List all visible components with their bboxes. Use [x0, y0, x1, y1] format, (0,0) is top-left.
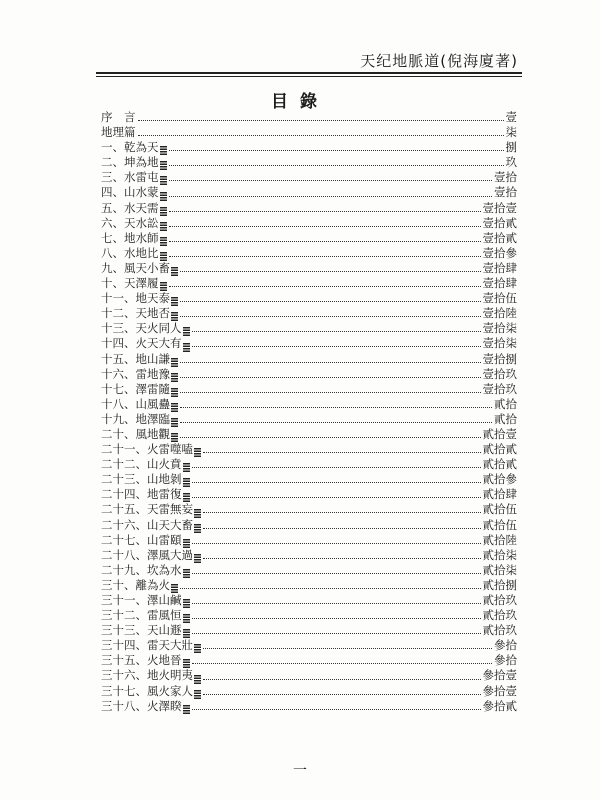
hexagram-icon — [160, 146, 167, 155]
toc-entry-label: 三、水雷屯 — [101, 170, 159, 185]
toc-entry-label: 二十四、地雷復 — [101, 487, 182, 502]
toc-entry-label: 十四、火天大有 — [101, 336, 182, 351]
toc-entry-label: 三十、離為火 — [101, 577, 170, 592]
toc-entry-page: 壹拾柒 — [482, 336, 517, 351]
hexagram-icon — [183, 539, 190, 548]
toc-entry-page: 壹拾伍 — [482, 291, 517, 306]
hexagram-icon — [183, 327, 190, 336]
toc-entry-page: 貳拾參 — [482, 472, 517, 487]
hexagram-icon — [160, 192, 167, 201]
toc-entry[interactable] — [101, 412, 517, 427]
toc-entry[interactable] — [101, 261, 517, 276]
toc-entry[interactable] — [101, 502, 517, 517]
dot-leader — [169, 241, 481, 242]
toc-entry[interactable] — [101, 397, 517, 412]
toc-entry-label: 十、天澤履 — [101, 276, 159, 291]
dot-leader — [180, 377, 481, 378]
toc-entry-page: 參拾壹 — [482, 668, 517, 683]
hexagram-icon — [160, 222, 167, 231]
hexagram-icon — [194, 675, 201, 684]
dot-leader — [180, 301, 481, 302]
toc-entry[interactable] — [101, 231, 517, 246]
hexagram-icon — [171, 312, 178, 321]
toc-entry-page: 壹拾柒 — [482, 321, 517, 336]
toc-entry-label: 三十八、火澤睽 — [101, 698, 182, 713]
hexagram-icon — [160, 237, 167, 246]
hexagram-icon — [160, 252, 167, 261]
toc-entry-label: 十三、天火同人 — [101, 321, 182, 336]
toc-entry-label: 一、乾為天 — [101, 140, 159, 155]
dot-leader — [192, 482, 481, 483]
dot-leader — [169, 196, 493, 197]
toc-entry[interactable] — [101, 548, 517, 563]
toc-entry-page: 貳拾玖 — [482, 608, 517, 623]
toc-entry[interactable] — [101, 185, 517, 200]
toc-entry-page: 壹拾玖 — [482, 366, 517, 381]
toc-entry-page: 參拾 — [494, 653, 517, 668]
toc-entry-page: 貳拾貳 — [482, 457, 517, 472]
header-rule-thin — [96, 76, 522, 77]
toc-entry-label: 二十六、山天大畜 — [101, 517, 193, 532]
toc-entry[interactable] — [101, 291, 517, 306]
dot-leader — [192, 497, 481, 498]
toc-entry-page: 貳拾柒 — [482, 547, 517, 562]
toc-entry-page: 壹拾玖 — [482, 381, 517, 396]
dot-leader — [180, 437, 481, 438]
toc-entry[interactable] — [101, 623, 517, 638]
hexagram-icon — [194, 448, 201, 457]
toc-entry[interactable] — [101, 668, 517, 683]
hexagram-icon — [171, 373, 178, 382]
toc-entry-page: 壹拾肆 — [482, 276, 517, 291]
toc-entry[interactable] — [101, 140, 517, 155]
toc-entry-page: 壹拾貳 — [482, 230, 517, 245]
toc-entry-page: 玖 — [505, 155, 517, 170]
hexagram-icon — [194, 524, 201, 533]
dot-leader — [138, 120, 504, 121]
dot-leader — [169, 256, 481, 257]
toc-entry-label: 地理篇 — [101, 125, 136, 140]
toc-entry-page: 貳拾捌 — [482, 577, 517, 592]
toc-entry-label: 十九、地澤臨 — [101, 411, 170, 426]
toc-entry[interactable] — [101, 427, 517, 442]
toc-entry-page: 貳拾 — [494, 396, 517, 411]
dot-leader — [192, 543, 481, 544]
dot-leader — [192, 467, 481, 468]
dot-leader — [192, 346, 481, 347]
toc-entry-label: 三十一、澤山鹹 — [101, 593, 182, 607]
toc-entry[interactable] — [101, 608, 517, 623]
toc-entry[interactable] — [101, 593, 517, 608]
dot-leader — [203, 512, 481, 513]
toc-entry[interactable] — [101, 457, 517, 472]
hexagram-icon — [183, 463, 190, 472]
hexagram-icon — [171, 297, 178, 306]
toc-entry-label: 三十四、雷天大壯 — [101, 638, 193, 653]
dot-leader — [180, 407, 492, 408]
toc-entry-label: 三十三、天山遯 — [101, 623, 182, 638]
hexagram-icon — [183, 599, 190, 608]
hexagram-icon — [171, 388, 178, 397]
toc-entry[interactable] — [101, 518, 517, 533]
toc-entry[interactable] — [101, 110, 517, 125]
toc-entry[interactable] — [101, 653, 517, 668]
toc-entry[interactable] — [101, 699, 517, 714]
hexagram-icon — [183, 705, 190, 714]
toc-entry-page: 貳拾玖 — [482, 593, 517, 607]
toc-entry-page: 壹拾參 — [482, 245, 517, 260]
toc-entry-label: 二十一、火雷噬嗑 — [101, 442, 193, 457]
toc-entry[interactable] — [101, 246, 517, 261]
toc-entry-page: 壹 — [505, 110, 517, 124]
toc-entry[interactable] — [101, 533, 517, 548]
toc-entry-label: 三十二、雷風恒 — [101, 608, 182, 623]
toc-entry[interactable] — [101, 276, 517, 291]
dot-leader — [192, 709, 481, 710]
toc-entry-label: 二十五、天雷無妄 — [101, 502, 193, 517]
toc-entry-label: 八、水地比 — [101, 245, 159, 260]
toc-entry-label: 二十二、山火賁 — [101, 457, 182, 472]
toc-entry-label: 三十七、風火家人 — [101, 683, 193, 698]
toc-entry-page: 壹拾肆 — [482, 260, 517, 275]
toc-entry-label: 四、山水蒙 — [101, 185, 159, 200]
hexagram-icon — [183, 493, 190, 502]
dot-leader — [180, 588, 481, 589]
toc-entry[interactable] — [101, 155, 517, 170]
toc-entry-label: 十七、澤雷隨 — [101, 381, 170, 396]
hexagram-icon — [183, 629, 190, 638]
toc-list — [101, 110, 517, 714]
toc-entry-page: 捌 — [505, 140, 517, 155]
dot-leader — [192, 573, 481, 574]
toc-entry-page: 柒 — [505, 125, 517, 140]
toc-entry-label: 六、天水訟 — [101, 215, 159, 230]
toc-entry[interactable] — [101, 170, 517, 185]
dot-leader — [192, 331, 481, 332]
toc-entry-page: 壹拾捌 — [482, 351, 517, 366]
toc-entry-label: 五、水天需 — [101, 200, 159, 215]
toc-entry-label: 九、風天小畜 — [101, 260, 170, 275]
toc-entry[interactable] — [101, 216, 517, 231]
hexagram-icon — [183, 478, 190, 487]
page-number: 一 — [293, 763, 307, 779]
toc-entry-page: 參拾貳 — [482, 698, 517, 713]
dot-leader — [169, 150, 504, 151]
toc-entry-page: 貳拾柒 — [482, 562, 517, 577]
toc-title: 目錄 — [271, 92, 329, 112]
hexagram-icon — [183, 343, 190, 352]
toc-entry[interactable] — [101, 336, 517, 351]
hexagram-icon — [160, 282, 167, 291]
toc-entry-page: 貳拾壹 — [482, 426, 517, 441]
toc-entry-label: 十二、天地否 — [101, 306, 170, 321]
dot-leader — [203, 558, 481, 559]
toc-entry-label: 二十九、坎為水 — [101, 562, 182, 577]
toc-entry-label: 二十三、山地剝 — [101, 472, 182, 487]
toc-entry-label: 序 言 — [101, 110, 136, 124]
toc-entry-page: 貳拾肆 — [482, 487, 517, 502]
toc-entry[interactable] — [101, 367, 517, 382]
dot-leader — [169, 211, 481, 212]
toc-entry[interactable] — [101, 306, 517, 321]
toc-entry-page: 參拾壹 — [482, 683, 517, 698]
dot-leader — [169, 180, 493, 181]
dot-leader — [203, 694, 481, 695]
toc-entry-page: 貳拾伍 — [482, 502, 517, 517]
toc-entry[interactable] — [101, 125, 517, 140]
dot-leader — [192, 618, 481, 619]
hexagram-icon — [160, 176, 167, 185]
toc-entry[interactable] — [101, 442, 517, 457]
hexagram-icon — [171, 267, 178, 276]
toc-entry-label: 二、坤為地 — [101, 155, 159, 170]
toc-entry-label: 十五、地山謙 — [101, 351, 170, 366]
toc-entry[interactable] — [101, 578, 517, 593]
toc-entry-page: 貳拾玖 — [482, 623, 517, 638]
toc-entry-label: 七、地水師 — [101, 230, 159, 245]
hexagram-icon — [183, 659, 190, 668]
toc-entry-label: 十一、地天泰 — [101, 291, 170, 306]
toc-entry-label: 二十七、山雷頤 — [101, 532, 182, 547]
dot-leader — [203, 528, 481, 529]
dot-leader — [192, 663, 493, 664]
hexagram-icon — [171, 433, 178, 442]
hexagram-icon — [171, 403, 178, 412]
hexagram-icon — [160, 161, 167, 170]
toc-entry-page: 壹拾 — [494, 170, 517, 185]
toc-entry[interactable] — [101, 472, 517, 487]
toc-entry[interactable] — [101, 321, 517, 336]
toc-entry-label: 三十六、地火明夷 — [101, 668, 193, 683]
toc-entry-page: 貳拾伍 — [482, 517, 517, 532]
hexagram-icon — [171, 584, 178, 593]
toc-entry-page: 參拾 — [494, 638, 517, 653]
hexagram-icon — [194, 644, 201, 653]
hexagram-icon — [194, 509, 201, 518]
dot-leader — [180, 316, 481, 317]
hexagram-icon — [194, 554, 201, 563]
dot-leader — [169, 165, 504, 166]
dot-leader — [180, 392, 481, 393]
toc-entry-page: 貳拾陸 — [482, 532, 517, 547]
hexagram-icon — [194, 690, 201, 699]
dot-leader — [169, 286, 481, 287]
dot-leader — [192, 633, 481, 634]
hexagram-icon — [183, 569, 190, 578]
dot-leader — [203, 648, 492, 649]
toc-entry-page: 壹拾貳 — [482, 215, 517, 230]
dot-leader — [192, 603, 481, 604]
dot-leader — [138, 135, 504, 136]
toc-entry-label: 二十、風地觀 — [101, 426, 170, 441]
toc-entry-page: 貳拾 — [494, 411, 517, 426]
hexagram-icon — [171, 358, 178, 367]
toc-entry[interactable] — [101, 352, 517, 367]
toc-entry-label: 十八、山風蠱 — [101, 396, 170, 411]
toc-entry-page: 貳拾貳 — [482, 442, 517, 457]
toc-entry-page: 壹拾陸 — [482, 306, 517, 321]
toc-entry[interactable] — [101, 382, 517, 397]
toc-entry-label: 二十八、澤風大過 — [101, 547, 193, 562]
dot-leader — [180, 362, 481, 363]
hexagram-icon — [183, 614, 190, 623]
toc-entry-page: 壹拾 — [494, 185, 517, 200]
toc-entry[interactable] — [101, 638, 517, 653]
toc-entry-label: 十六、雷地豫 — [101, 366, 170, 381]
header-rule — [96, 72, 522, 74]
hexagram-icon — [171, 418, 178, 427]
dot-leader — [203, 452, 481, 453]
running-header-title: 天纪地脈道(倪海廈著) — [360, 52, 518, 70]
toc-entry[interactable] — [101, 201, 517, 216]
dot-leader — [180, 422, 492, 423]
hexagram-icon — [160, 207, 167, 216]
dot-leader — [169, 226, 481, 227]
dot-leader — [203, 679, 481, 680]
dot-leader — [180, 271, 481, 272]
toc-entry[interactable] — [101, 563, 517, 578]
toc-entry[interactable] — [101, 487, 517, 502]
toc-entry[interactable] — [101, 684, 517, 699]
toc-entry-page: 壹拾壹 — [482, 200, 517, 215]
toc-entry-label: 三十五、火地晉 — [101, 653, 182, 668]
